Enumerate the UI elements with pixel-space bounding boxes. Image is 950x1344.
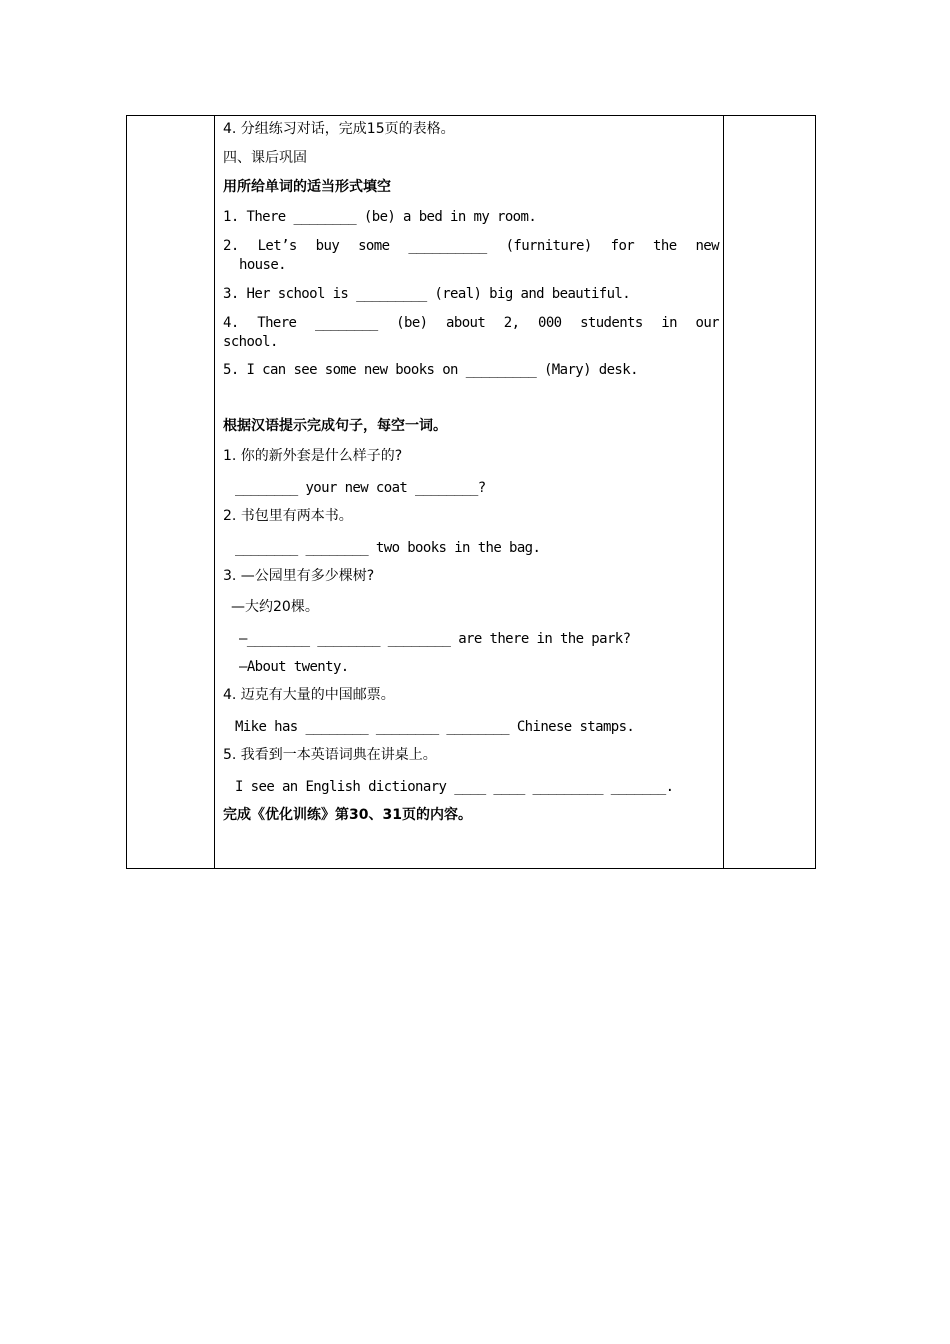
word: There [257,315,297,331]
exercise-item-continuation: school. [223,334,278,350]
word: (furniture) [505,238,592,254]
word: 000 [538,315,562,331]
word: for [610,238,635,254]
word: buy [315,238,340,254]
exercise-item: 1. There ________ (be) a bed in my room. [223,209,537,225]
exercise-item-continuation: house. [239,257,286,273]
exercise-item [223,237,719,255]
word: the [653,238,677,254]
chinese-prompt: 2. 书包里有两本书。 [223,508,353,524]
word: new [695,238,719,254]
word: Let’s [257,238,297,254]
english-sentence: ________ your new coat ________? [235,480,486,496]
chinese-prompt: 4. 迈克有大量的中国邮票。 [223,687,395,703]
column-divider-right [723,116,724,868]
answer-blank: __________ [408,238,487,254]
word: our [695,315,719,331]
chinese-prompt: —大约20棵。 [231,599,319,615]
english-sentence: ________ ________ two books in the bag. [235,540,541,556]
chinese-prompt: 3. —公园里有多少棵树? [223,568,375,584]
exercise-item [223,314,719,332]
word: in [661,315,677,331]
word: students [580,315,643,331]
homework-note: 完成《优化训练》第30、31页的内容。 [223,807,472,823]
column-divider-left [214,116,215,868]
chinese-prompt: 5. 我看到一本英语词典在讲桌上。 [223,747,437,763]
section-heading: 四、课后巩固 [223,150,307,166]
practice-step: 4. 分组练习对话，完成15页的表格。 [223,121,455,137]
word: 4. [223,315,239,331]
chinese-prompt: 1. 你的新外套是什么样子的? [223,448,403,464]
exercise-title: 根据汉语提示完成句子，每空一词。 [223,418,447,434]
word: 2. [223,238,239,254]
exercise-item: 5. I can see some new books on _________ (Mary) desk. [223,362,638,378]
english-sentence: Mike has ________ ________ ________ Chinese stamps. [235,719,635,735]
english-sentence: I see an English dictionary ____ ____ _________ _______. [235,779,674,795]
word: (be) [396,315,428,331]
exercise-title: 用所给单词的适当形式填空 [223,179,391,195]
lesson-table [126,115,816,869]
english-sentence: —About twenty. [239,659,349,675]
word: 2, [503,315,520,331]
english-sentence: —________ ________ ________ are there in the park? [239,631,631,647]
answer-blank: ________ [314,315,378,331]
word: about [446,315,486,331]
exercise-item: 3. Her school is _________ (real) big and beautiful. [223,286,631,302]
word: some [358,238,390,254]
